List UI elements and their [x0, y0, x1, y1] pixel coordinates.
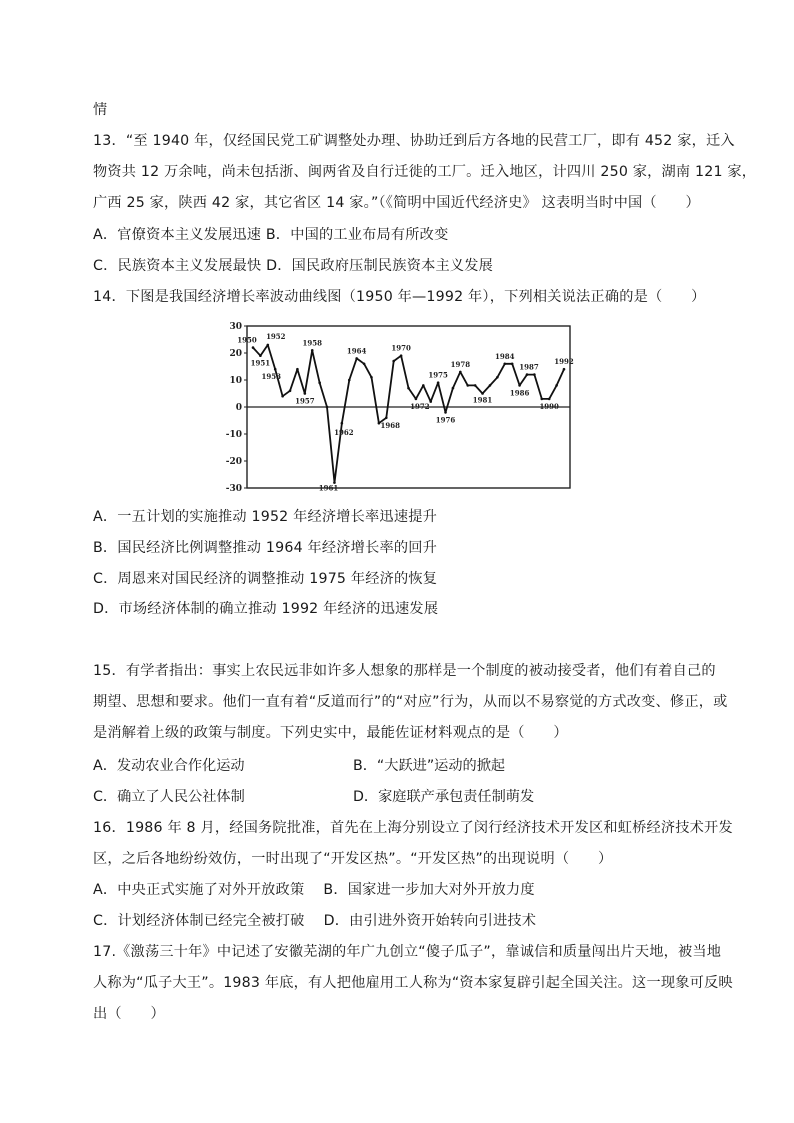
year-label: 1964 [346, 346, 367, 356]
data-point [259, 354, 262, 357]
question-13-options-ab: A．官僚资本主义发展迅速 B．中国的工业布局有所改变 [93, 227, 449, 243]
question-15-stem-line2: 期望、思想和要求。他们一直有着“反道而行”的“对应”行为，从而以不易察觉的方式改变、修正，或 [93, 694, 728, 710]
question-17-stem-line3: 出（ ） [93, 1006, 165, 1022]
question-14-stem: 14．下图是我国经济增长率波动曲线图（1950 年—1992 年），下列相关说法正确的是（ ） [93, 289, 706, 305]
data-point [533, 373, 536, 376]
data-point [422, 384, 425, 387]
question-13-stem-line1: 13．“至 1940 年，仅经国民党工矿调整处办理、协助迁到后方各地的民营工厂，即有 452 家，迁入 [93, 133, 735, 149]
year-label: 1962 [334, 428, 354, 438]
data-point [392, 360, 395, 363]
question-14-option-c: C．周恩来对国民经济的调整推动 1975 年经济的恢复 [93, 571, 438, 587]
year-label: 1992 [554, 357, 574, 367]
question-15-option-a: A．发动农业合作化运动 [93, 758, 245, 774]
data-point [466, 384, 469, 387]
y-tick-label: 10 [229, 376, 242, 386]
data-point [326, 406, 329, 409]
question-13-options-cd: C．民族资本主义发展最快 D．国民政府压制民族资本主义发展 [93, 258, 494, 274]
data-point [341, 422, 344, 425]
data-point [511, 363, 514, 366]
data-point [489, 384, 492, 387]
question-16-stem-line1: 16．1986 年 8 月，经国务院批准，首先在上海分别设立了闵行经济技术开发区和虹桥经济技术开发 [93, 820, 733, 836]
y-tick-label: -10 [225, 430, 242, 440]
y-tick-label: 0 [235, 403, 242, 413]
question-15-options-row2 [93, 787, 693, 807]
data-point [555, 384, 558, 387]
question-16-options-ab: A．中央正式实施了对外开放政策 B．国家进一步加大对外开放力度 [93, 882, 535, 898]
year-label: 1986 [509, 388, 530, 398]
question-14-option-a: A．一五计划的实施推动 1952 年经济增长率迅速提升 [93, 509, 437, 525]
year-label: 1984 [495, 351, 515, 361]
question-15-options-row1 [93, 756, 693, 776]
year-label: 1951 [250, 358, 271, 368]
data-point [281, 395, 284, 398]
data-point [318, 381, 321, 384]
year-label: 1975 [428, 370, 448, 380]
data-point [370, 376, 373, 379]
year-label: 1968 [380, 420, 401, 430]
data-point [385, 417, 388, 420]
data-point [348, 379, 351, 382]
year-label: 1978 [450, 359, 471, 369]
data-point [526, 373, 529, 376]
question-17-stem-line2: 人称为“瓜子大王”。1983 年底，有人把他雇用工人称为“资本家复辟引起全国关注。这一现象可反映 [93, 975, 733, 991]
data-point [518, 384, 521, 387]
growth-line [250, 345, 564, 483]
data-point [429, 400, 432, 403]
data-point [304, 392, 307, 395]
question-13-stem-line2: 物资共 12 万余吨，尚未包括浙、闽两省及自行迁徙的工厂。迁入地区，计四川 250 家，湖南 121 家， [93, 164, 757, 180]
question-17-stem-line1: 17.《激荡三十年》中记述了安徽芜湖的年广九创立“傻子瓜子”，靠诚信和质量闯出片天地，被当地 [93, 944, 722, 960]
question-15-stem-line1: 15．有学者指出：事实上农民远非如许多人想象的那样是一个制度的被动接受者，他们有着自己的 [93, 663, 716, 679]
data-point [563, 368, 566, 371]
year-label: 1958 [302, 338, 322, 348]
data-point [363, 363, 366, 366]
data-point [407, 387, 410, 390]
prev-question-tail: 情 [93, 102, 108, 118]
year-label: 1970 [391, 343, 411, 353]
y-tick-label: 20 [229, 349, 242, 359]
year-label: 1952 [266, 331, 286, 341]
growth-rate-chart [214, 318, 576, 494]
data-point [540, 398, 543, 401]
year-label: 1990 [539, 401, 559, 411]
data-point [459, 371, 462, 374]
data-point [274, 368, 277, 371]
y-tick-label: -20 [225, 457, 242, 467]
question-16-options-cd: C．计划经济体制已经完全被打破 D．由引进外资开始转向引进技术 [93, 913, 537, 929]
data-point [444, 411, 447, 414]
year-label: 1950 [237, 335, 257, 345]
y-tick-label: -30 [225, 484, 242, 494]
year-label: 1987 [519, 362, 539, 372]
data-point [437, 381, 440, 384]
data-point [496, 376, 499, 379]
data-point [474, 384, 477, 387]
question-14-option-d: D．市场经济体制的确立推动 1992 年经济的迅速发展 [93, 601, 439, 617]
question-13-stem-line3: 广西 25 家，陕西 42 家，其它省区 14 家。”（《简明中国近代经济史》 这表明当时中国（ ） [93, 195, 700, 211]
data-point [355, 357, 358, 360]
data-point [267, 344, 270, 347]
data-point [252, 346, 255, 349]
data-point [548, 398, 551, 401]
data-point [289, 390, 292, 393]
year-label: 1972 [410, 401, 430, 411]
data-point [296, 368, 299, 371]
question-14-option-b: B．国民经济比例调整推动 1964 年经济增长率的回升 [93, 540, 438, 556]
question-15-option-d: D．家庭联产承包责任制萌发 [353, 789, 535, 805]
data-point [415, 398, 418, 401]
question-15-option-b: B．“大跃进”运动的掀起 [353, 758, 506, 774]
year-label: 1961 [318, 483, 339, 493]
data-point [503, 363, 506, 366]
year-label: 1981 [472, 395, 493, 405]
question-16-stem-line2: 区，之后各地纷纷效仿，一时出现了“开发区热”。“开发区热”的出现说明（ ） [93, 851, 613, 867]
data-point [400, 354, 403, 357]
year-label: 1957 [295, 396, 315, 406]
data-point [311, 349, 314, 352]
y-tick-label: 30 [229, 322, 242, 332]
data-point [452, 387, 455, 390]
year-label: 1953 [261, 372, 281, 382]
data-point [481, 392, 484, 395]
question-15-option-c: C．确立了人民公社体制 [93, 789, 245, 805]
year-label: 1976 [435, 415, 456, 425]
question-15-stem-line3: 是消解着上级的政策与制度。下列史实中，最能佐证材料观点的是（ ） [93, 725, 568, 741]
